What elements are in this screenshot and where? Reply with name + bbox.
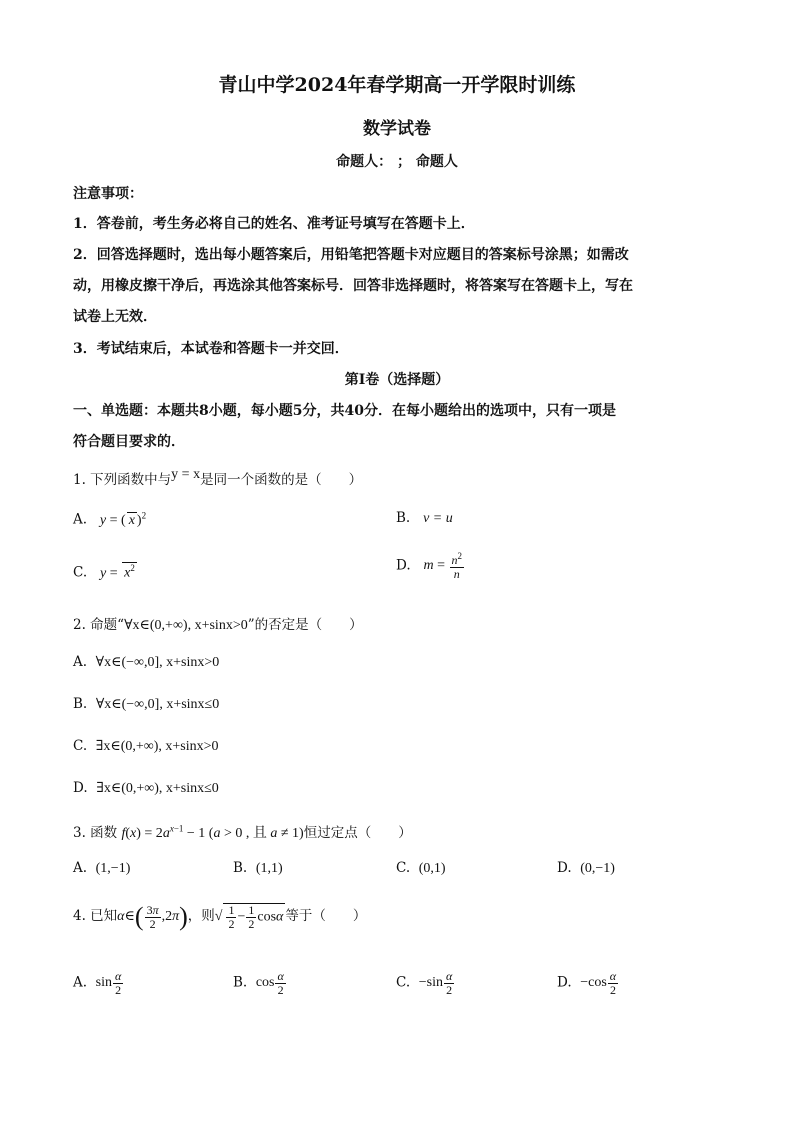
q4-stem-post: 等于（ ）	[285, 908, 367, 925]
q1-stem-post: 是同一个函数的是（ ）	[200, 472, 363, 488]
q3-a-label: A.	[73, 860, 88, 876]
q1-d-label: D.	[396, 557, 411, 574]
q1-b-expr: v = u	[423, 511, 453, 526]
q1-stem-pre: 1. 下列函数中与	[73, 472, 172, 488]
q1-c-label: C.	[73, 564, 88, 581]
section-intro-line-1: 一、单选题：本题共8小题，每小题5分，共40分．在每小题给出的选项中，只有一项是	[73, 403, 616, 419]
q3-stem-post: 恒过定点（ ）	[303, 825, 412, 841]
page-subtitle: 数学试卷	[363, 119, 431, 139]
q4-option-a: A. sin $\frac{\alpha}{2}$	[73, 969, 122, 997]
q3-b-expr: (1,1)	[255, 861, 283, 876]
q4-b-label: B.	[233, 974, 248, 991]
q4-a-label: A.	[73, 974, 88, 991]
question-3: 3. 函数 $f(x) = 2a^{x-1} - 1$ (a > 0 , 且 a ≠ 1)恒过定点（ ）	[73, 823, 412, 841]
note-item-2-line-2: 动，用橡皮擦干净后，再选涂其他答案标号．回答非选择题时，将答案写在答题卡上，写在	[73, 278, 633, 294]
question-2	[73, 613, 363, 634]
q3-d-label: D.	[557, 860, 572, 876]
q2-option-b	[73, 696, 219, 713]
q1-option-d: D. m = $\frac{n^2}{n}$	[396, 551, 463, 581]
q4-option-d: D. −cos $\frac{\alpha}{2}$	[557, 969, 617, 997]
q2-option-d	[73, 780, 219, 797]
q2-c-label: C.	[73, 738, 88, 754]
q3-c-expr: (0,1)	[418, 861, 446, 876]
q4-option-c: C. −sin $\frac{\alpha}{2}$	[396, 969, 453, 997]
note-item-2-line-3: 试卷上无效．	[73, 309, 157, 325]
authors-line: 命题人： ； 命题人	[336, 154, 458, 170]
q3-option-c	[396, 860, 446, 877]
q3-a-expr: (1,−1)	[95, 861, 131, 876]
q3-b-label: B.	[233, 860, 248, 876]
q2-a-expr: ∀x∈(−∞,0], x+sinx>0	[95, 655, 220, 670]
q1-a-label: A.	[73, 511, 88, 528]
section-title: 第I卷（选择题）	[344, 372, 450, 388]
q4-d-label: D.	[557, 974, 572, 991]
q1-option-b	[396, 510, 453, 527]
q1-option-c: C. $y = x^2$	[73, 563, 135, 581]
notes-heading: 注意事项：	[73, 186, 143, 202]
q2-a-label: A.	[73, 654, 88, 670]
q1-option-a: A. y = ( x )$^2$	[73, 510, 147, 528]
q3-option-a	[73, 860, 130, 877]
q3-option-b	[233, 860, 283, 877]
q2-c-expr: ∃x∈(0,+∞), x+sinx>0	[95, 739, 219, 754]
q4-c-label: C.	[396, 974, 411, 991]
q2-stem-expr: ∀x∈(0,+∞), x+sinx>0	[124, 618, 248, 633]
q1-b-label: B.	[396, 510, 411, 526]
q4-option-b: B. cos $\frac{\alpha}{2}$	[233, 969, 284, 997]
question-1	[73, 468, 362, 489]
q2-stem-pre: 2. 命题“	[73, 617, 125, 633]
q4-stem-mid: ，则	[187, 908, 215, 925]
section-intro-line-2: 符合题目要求的．	[73, 434, 185, 450]
q2-b-expr: ∀x∈(−∞,0], x+sinx≤0	[95, 697, 220, 712]
q2-option-c	[73, 738, 219, 755]
note-item-2-line-1: 2．回答选择题时，选出每小题答案后，用铅笔把答题卡对应题目的答案标号涂黑；如需改	[73, 247, 629, 263]
page-title: 青山中学2024年春学期高一开学限时训练	[218, 74, 576, 96]
q2-b-label: B.	[73, 696, 88, 712]
note-item-3: 3．考试结束后，本试卷和答题卡一并交回．	[73, 341, 349, 357]
q3-c-label: C.	[396, 860, 411, 876]
q3-d-expr: (0,−1)	[580, 861, 615, 876]
q3-stem-pre: 3. 函数	[73, 825, 118, 841]
q2-d-label: D.	[73, 780, 88, 796]
question-4: 4. 已知α∈( $\frac{3\pi}{2}$ ,2π)，则√ $\frac{1}{2}$ − $\frac{1}{2}$ cosα 等于（ ）	[73, 902, 367, 931]
q2-option-a	[73, 654, 219, 671]
q2-stem-post: ”的否定是（ ）	[247, 617, 363, 633]
q2-d-expr: ∃x∈(0,+∞), x+sinx≤0	[96, 781, 219, 796]
q3-option-d	[557, 860, 615, 877]
q4-stem-pre: 4. 已知	[73, 908, 118, 925]
note-item-1: 1．答卷前，考生务必将自己的姓名、准考证号填写在答题卡上．	[73, 216, 475, 232]
q1-stem-expr: y = x	[171, 467, 201, 482]
